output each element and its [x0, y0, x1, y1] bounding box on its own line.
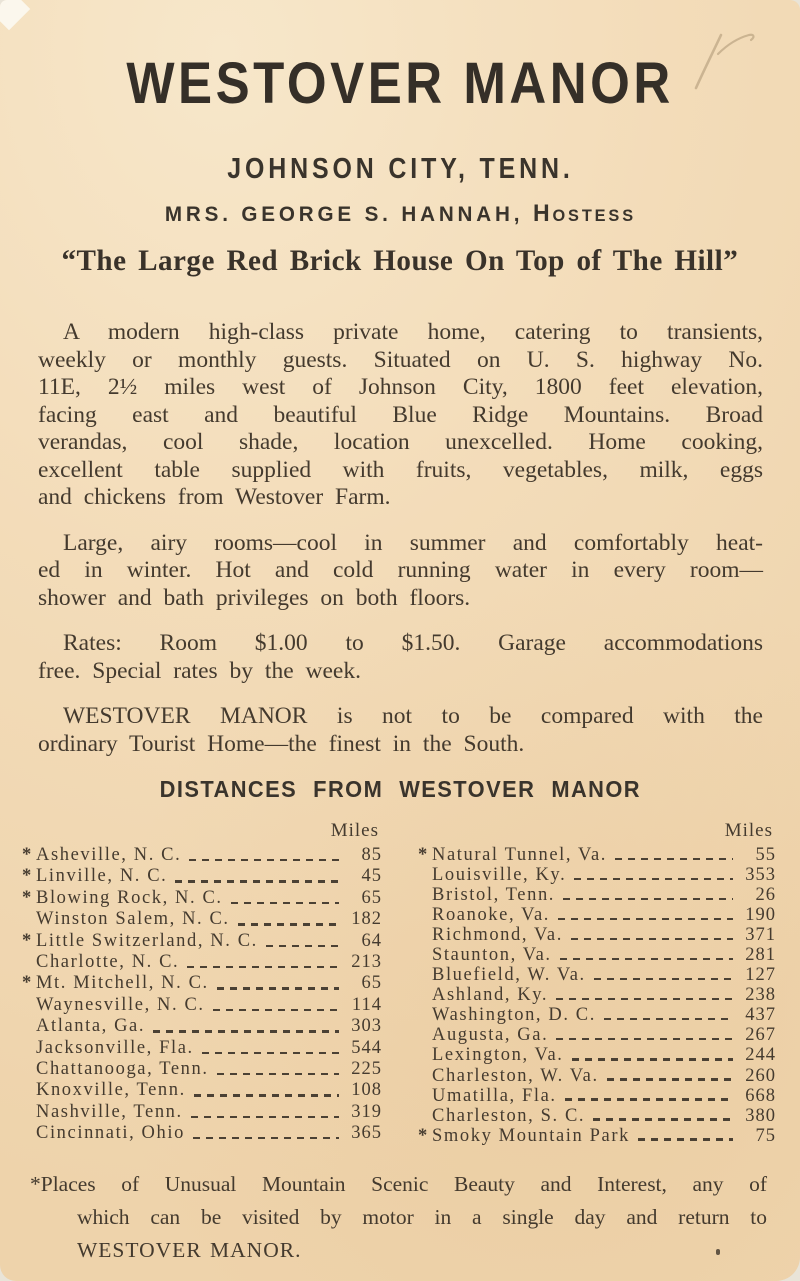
distance-row	[418, 1025, 776, 1045]
place-name: Blowing Rock, N. C.	[36, 887, 223, 908]
dash-leader	[556, 998, 733, 1000]
body-line: Large, airy rooms—cool in summer and comfortably heat-	[63, 529, 763, 556]
distance-row	[418, 845, 776, 865]
paragraph	[38, 703, 763, 758]
dash-leader	[266, 945, 339, 947]
place-name: Jacksonville, Fla.	[36, 1037, 194, 1058]
distance-rows-right	[418, 845, 776, 1146]
miles-value: 380	[745, 1105, 776, 1126]
star-marker: *	[418, 845, 428, 865]
hostess-line	[0, 201, 800, 230]
footnote-line: *Places of Unusual Mountain Scenic Beauty and Interest, any of	[30, 1171, 767, 1196]
distance-row	[418, 1086, 776, 1106]
miles-value: 108	[351, 1080, 382, 1101]
paragraph	[38, 630, 763, 685]
distance-row	[418, 925, 776, 945]
miles-header-left: Miles	[330, 820, 379, 841]
distance-row	[22, 909, 382, 930]
place-name: Louisville, Ky.	[432, 865, 567, 886]
dash-leader	[615, 858, 733, 860]
distance-row	[418, 1106, 776, 1126]
place-name: Bluefield, W. Va.	[432, 965, 586, 986]
distance-row	[418, 1066, 776, 1086]
dash-leader	[191, 1116, 339, 1118]
body-line: ed in winter. Hot and cold running water in every room—	[38, 557, 763, 583]
star-marker: *	[418, 1125, 428, 1146]
dash-leader	[217, 1073, 339, 1075]
place-name: Richmond, Va.	[432, 925, 563, 946]
place-name: Cincinnati, Ohio	[36, 1123, 185, 1144]
footnote	[30, 1168, 767, 1267]
scan-corner-artifact	[0, 0, 30, 30]
distance-row	[418, 865, 776, 885]
dash-leader	[593, 1118, 733, 1120]
body-line: and chickens from Westover Farm.	[38, 484, 391, 510]
place-name: Little Switzerland, N. C.	[36, 930, 258, 951]
distance-row	[22, 1059, 382, 1080]
place-name: Roanoke, Va.	[432, 905, 551, 926]
distances-column-right	[418, 820, 776, 1146]
star-marker: *	[22, 973, 32, 994]
distance-row	[22, 1016, 382, 1037]
paragraph	[38, 319, 763, 512]
dash-leader	[213, 1009, 339, 1011]
distance-row	[22, 1102, 382, 1123]
place-name: Linville, N. C.	[36, 866, 168, 887]
body-line: ordinary Tourist Home—the finest in the South.	[38, 730, 525, 757]
dash-leader	[558, 918, 733, 920]
star-marker: *	[22, 887, 32, 908]
place-name: Smoky Mountain Park	[432, 1125, 630, 1146]
place-name: Lexington, Va.	[432, 1045, 564, 1066]
dash-leader	[572, 1058, 733, 1060]
place-name: Asheville, N. C.	[36, 845, 182, 865]
body-line: 11E, 2½ miles west of Johnson City, 1800 feet elevation,	[38, 374, 763, 400]
distances-heading	[0, 776, 800, 806]
hostess-text	[164, 201, 635, 227]
dash-leader	[571, 938, 733, 940]
place-name: Waynesville, N. C.	[36, 994, 205, 1015]
miles-value: 365	[351, 1123, 382, 1144]
dash-leader	[217, 987, 339, 989]
distance-row	[418, 1005, 776, 1025]
place-name: Charleston, W. Va.	[432, 1065, 599, 1086]
ink-speck	[716, 1249, 720, 1255]
miles-value: 64	[361, 930, 382, 951]
dash-leader	[556, 1038, 733, 1040]
miles-value: 281	[745, 945, 776, 966]
miles-value: 213	[351, 951, 382, 972]
dash-leader	[189, 859, 339, 861]
star-marker: *	[22, 930, 32, 951]
pencil-mark	[672, 22, 782, 102]
miles-value: 225	[351, 1058, 382, 1079]
place-name: Knoxville, Tenn.	[36, 1080, 186, 1101]
dash-leader	[604, 1018, 733, 1020]
miles-value: 371	[745, 925, 776, 946]
star-marker: *	[22, 866, 32, 887]
dash-leader	[594, 978, 733, 980]
footnote-line: WESTOVER MANOR.	[77, 1237, 302, 1262]
place-name: Charlotte, N. C.	[36, 951, 180, 972]
place-name: Ashland, Ky.	[432, 985, 549, 1006]
dash-leader	[231, 902, 339, 904]
distance-row	[418, 905, 776, 925]
miles-value: 668	[745, 1085, 776, 1106]
miles-value: 75	[755, 1125, 776, 1146]
distance-row	[418, 985, 776, 1005]
miles-value: 353	[745, 865, 776, 886]
place-name: Nashville, Tenn.	[36, 1101, 183, 1122]
dash-leader	[238, 923, 339, 925]
distance-row	[22, 1038, 382, 1059]
distances-heading-text: DISTANCES FROM WESTOVER MANOR	[159, 776, 641, 802]
miles-value: 260	[745, 1065, 776, 1086]
tagline-text: “The Large Red Brick House On Top of The Hill”	[61, 244, 739, 277]
body-line: verandas, cool shade, location unexcelled. Home cooking,	[38, 429, 763, 455]
place-name: Mt. Mitchell, N. C.	[36, 973, 209, 994]
place-name: Washington, D. C.	[432, 1005, 596, 1026]
distance-row	[418, 1126, 776, 1146]
distance-row	[418, 885, 776, 905]
paragraph	[38, 530, 763, 613]
distance-row	[22, 1123, 382, 1144]
dash-leader	[560, 958, 733, 960]
dash-leader	[565, 1098, 733, 1100]
subtitle	[0, 153, 800, 190]
body-line: A modern high-class private home, catering to transients,	[63, 319, 763, 345]
hostess-name: MRS. GEORGE S. HANNAH,	[164, 202, 523, 226]
distance-row	[22, 995, 382, 1016]
distance-row	[418, 1045, 776, 1065]
miles-value: 45	[361, 866, 382, 887]
place-name: Staunton, Va.	[432, 945, 552, 966]
subtitle-text: JOHNSON CITY, TENN.	[226, 153, 574, 185]
miles-value: 544	[351, 1037, 382, 1058]
dash-leader	[187, 966, 339, 968]
body-line: shower and bath privileges on both floors.	[38, 584, 471, 611]
distance-rows-left	[22, 845, 382, 1144]
miles-value: 114	[351, 994, 382, 1015]
page-title-text: WESTOVER MANOR	[126, 51, 674, 116]
dash-leader	[193, 1137, 339, 1139]
place-name: Charleston, S. C.	[432, 1105, 586, 1126]
dash-leader	[574, 878, 733, 880]
miles-value: 65	[361, 973, 382, 994]
hostess-role: Hostess	[532, 200, 636, 227]
distance-row	[418, 945, 776, 965]
star-marker: *	[22, 845, 32, 865]
body-line: weekly or monthly guests. Situated on U. S. highway No.	[38, 346, 763, 373]
place-name: Bristol, Tenn.	[432, 885, 556, 906]
dash-leader	[563, 898, 733, 900]
dash-leader	[194, 1094, 339, 1096]
place-name: Umatilla, Fla.	[432, 1085, 557, 1106]
miles-value: 267	[745, 1025, 776, 1046]
dash-leader	[202, 1052, 339, 1054]
tagline	[0, 244, 800, 283]
distance-row	[22, 952, 382, 973]
place-name: Natural Tunnel, Va.	[432, 845, 607, 865]
miles-value: 65	[361, 887, 382, 908]
dash-leader	[638, 1138, 733, 1140]
miles-header-right: Miles	[724, 820, 773, 841]
distances-column-left	[22, 820, 382, 1146]
miles-value: 244	[745, 1045, 776, 1066]
body-line: free. Special rates by the week.	[38, 657, 361, 684]
distance-row	[22, 1080, 382, 1101]
place-name: Augusta, Ga.	[432, 1025, 549, 1046]
distances-table	[22, 820, 776, 1146]
dash-leader	[175, 880, 339, 882]
dash-leader	[153, 1030, 339, 1032]
body-paragraphs	[38, 319, 763, 758]
body-line: Rates: Room $1.00 to $1.50. Garage accommodations	[63, 630, 763, 656]
miles-value: 190	[745, 905, 776, 926]
place-name: Atlanta, Ga.	[36, 1016, 146, 1037]
dash-leader	[607, 1078, 733, 1080]
miles-value: 319	[351, 1101, 382, 1122]
distance-row	[22, 845, 382, 866]
distance-row	[22, 931, 382, 952]
distance-row	[418, 965, 776, 985]
miles-value: 85	[361, 845, 382, 865]
body-line: facing east and beautiful Blue Ridge Mountains. Broad	[38, 401, 763, 428]
footnote-line: which can be visited by motor in a single day and return to	[77, 1204, 767, 1229]
body-line: WESTOVER MANOR is not to be compared with the	[63, 703, 763, 729]
miles-value: 127	[745, 965, 776, 986]
miles-value: 437	[745, 1005, 776, 1026]
miles-value: 182	[351, 909, 382, 930]
miles-value: 26	[755, 885, 776, 906]
place-name: Chattanooga, Tenn.	[36, 1058, 209, 1079]
miles-value: 55	[755, 845, 776, 865]
place-name: Winston Salem, N. C.	[36, 909, 230, 930]
distance-row	[22, 888, 382, 909]
distance-row	[22, 973, 382, 994]
distance-row	[22, 866, 382, 887]
miles-value: 303	[351, 1016, 382, 1037]
body-line: excellent table supplied with fruits, vegetables, milk, eggs	[38, 456, 763, 483]
miles-value: 238	[745, 985, 776, 1006]
